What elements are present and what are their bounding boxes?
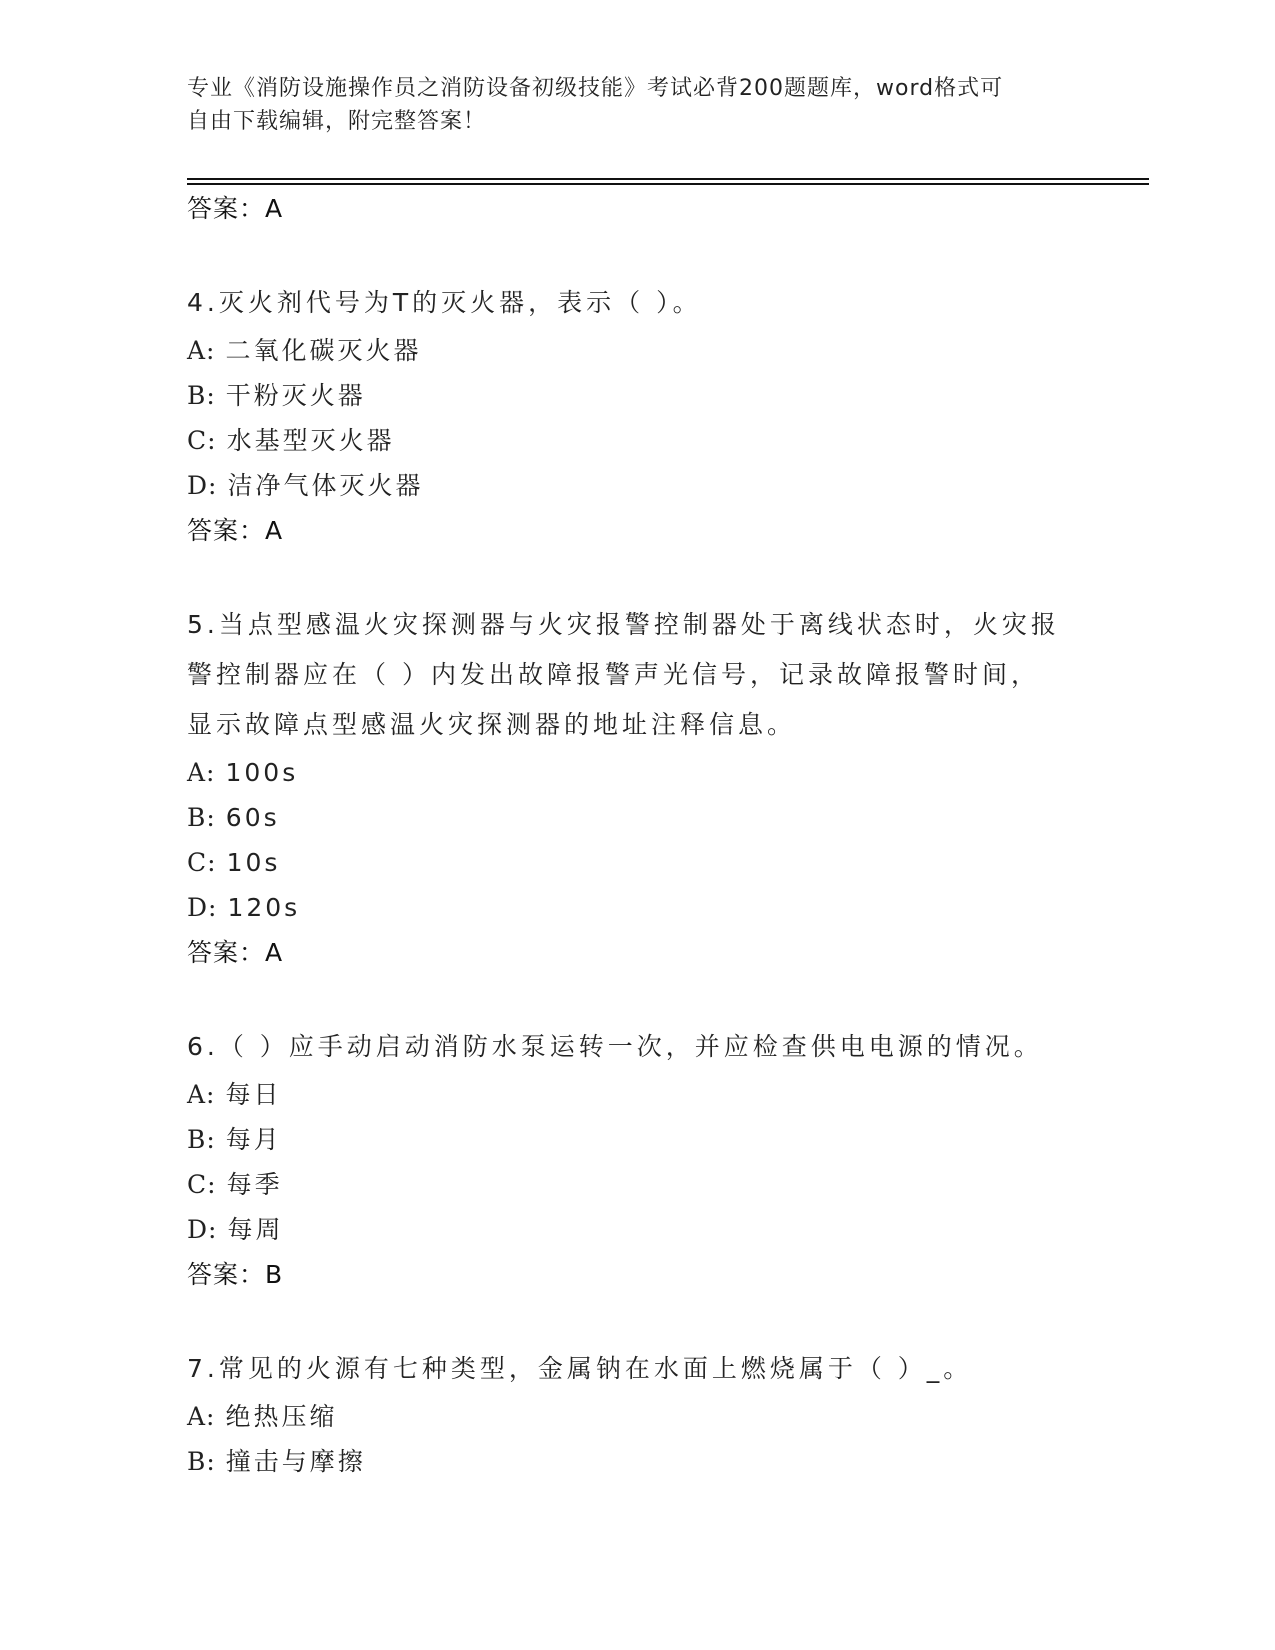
question-line: 4.灭火剂代号为T的灭火器，表示（ ）。 [187, 288, 702, 317]
option-label: C: [187, 848, 217, 877]
answer-line: 答案：A [187, 938, 284, 967]
option-label: D: [187, 1215, 218, 1244]
option-d [187, 885, 1147, 930]
option-label: B: [187, 381, 216, 410]
question-line: 7.常见的火源有七种类型，金属钠在水面上燃烧属于（ ）_。 [187, 1354, 973, 1383]
option-label: B: [187, 1447, 216, 1476]
header-rule-bottom [187, 183, 1149, 185]
header-rule-top [187, 178, 1149, 180]
option-c [187, 840, 1147, 885]
option-text: 每周 [227, 1215, 284, 1244]
option-text: 绝热压缩 [225, 1402, 338, 1431]
option-label: C: [187, 426, 217, 455]
question-6 [187, 1022, 1147, 1297]
option-d [187, 463, 1147, 508]
question-line: 显示故障点型感温火灾探测器的地址注释信息。 [187, 710, 797, 739]
option-d [187, 1207, 1147, 1252]
question-list [187, 186, 1147, 1484]
option-text: 撞击与摩擦 [225, 1447, 366, 1476]
option-label: D: [187, 471, 218, 500]
option-label: D: [187, 893, 218, 922]
option-text: 60s [225, 803, 280, 832]
question-line: 警控制器应在（ ）内发出故障报警声光信号，记录故障报警时间， [187, 660, 1040, 689]
question-text [187, 1022, 1147, 1072]
option-b [187, 1117, 1147, 1162]
option-a [187, 328, 1147, 373]
option-b [187, 795, 1147, 840]
answer-line: 答案：A [187, 194, 284, 223]
option-a [187, 1072, 1147, 1117]
option-text: 每季 [226, 1170, 283, 1199]
option-text: 10s [226, 848, 281, 877]
option-text: 每日 [225, 1080, 282, 1109]
option-label: C: [187, 1170, 217, 1199]
option-label: A: [187, 758, 216, 787]
option-a [187, 1394, 1147, 1439]
option-c [187, 1162, 1147, 1207]
option-label: A: [187, 1080, 216, 1109]
option-text: 每月 [225, 1125, 282, 1154]
option-b [187, 1439, 1147, 1484]
question-text [187, 600, 1147, 750]
question-line: 5.当点型感温火灾探测器与火灾报警控制器处于离线状态时，火灾报 [187, 610, 1060, 639]
option-text: 100s [225, 758, 299, 787]
question-5 [187, 600, 1147, 975]
option-c [187, 418, 1147, 463]
option-b [187, 373, 1147, 418]
option-label: B: [187, 803, 216, 832]
option-label: A: [187, 336, 216, 365]
option-text: 水基型灭火器 [226, 426, 395, 455]
option-text: 干粉灭火器 [225, 381, 366, 410]
option-label: B: [187, 1125, 216, 1154]
question-4 [187, 278, 1147, 553]
answer-line: 答案：B [187, 1260, 284, 1289]
option-text: 洁净气体灭火器 [227, 471, 424, 500]
option-a [187, 750, 1147, 795]
question-7 [187, 1344, 1147, 1484]
option-label: A: [187, 1402, 216, 1431]
option-text: 二氧化碳灭火器 [225, 336, 422, 365]
question-text [187, 278, 1147, 328]
header-line-1: 专业《消防设施操作员之消防设备初级技能》考试必背200题题库，word格式可 [187, 76, 1004, 101]
document-header [187, 72, 1067, 138]
option-text: 120s [227, 893, 301, 922]
question-text [187, 1344, 1147, 1394]
question-line: 6.（ ）应手动启动消防水泵运转一次，并应检查供电电源的情况。 [187, 1032, 1043, 1061]
header-line-2: 自由下载编辑，附完整答案！ [187, 109, 487, 134]
answer-line: 答案：A [187, 516, 284, 545]
